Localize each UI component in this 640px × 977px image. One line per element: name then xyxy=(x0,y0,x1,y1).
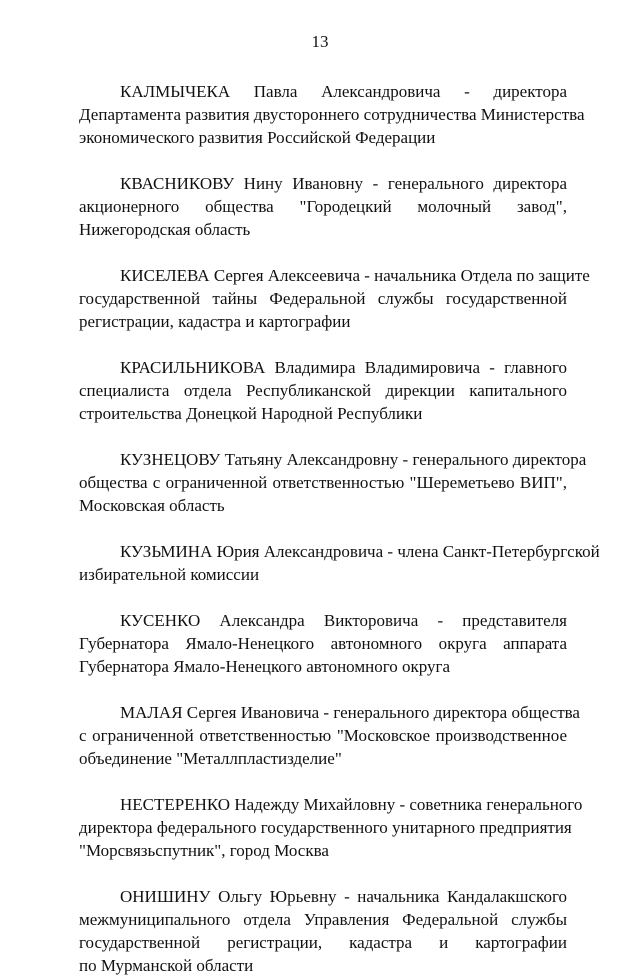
entry-first-line: КВАСНИКОВУ Нину Ивановну - генерального директора xyxy=(120,174,567,193)
entry-line: с ограниченной ответственностью "Московское производственное xyxy=(79,726,567,745)
list-entry xyxy=(79,356,567,425)
entry-line: Губернатора Ямало-Ненецкого автономного округа xyxy=(79,657,451,676)
list-entry xyxy=(79,172,567,241)
entry-line: государственной тайны Федеральной службы государственной xyxy=(79,289,567,308)
entry-first-line: НЕСТЕРЕНКО Надежду Михайловну - советника генерального xyxy=(120,795,583,814)
list-entry xyxy=(79,540,600,586)
entry-first-line: КАЛМЫЧЕКА Павла Александровича - директора xyxy=(120,82,567,101)
entry-line: государственной регистрации, кадастра и картографии xyxy=(79,933,567,952)
entry-line: регистрации, кадастра и картографии xyxy=(79,312,351,331)
list-entry xyxy=(79,885,567,977)
entry-line: объединение "Металлпластизделие" xyxy=(79,749,342,768)
entry-first-line: КИСЕЛЕВА Сергея Алексеевича - начальника Отдела по защите xyxy=(120,266,590,285)
list-entry xyxy=(79,609,567,678)
list-entry xyxy=(79,793,583,862)
entry-line: избирательной комиссии xyxy=(79,565,260,584)
entry-first-line: КУЗЬМИНА Юрия Александровича - члена Санкт-Петербургской xyxy=(120,542,600,561)
list-entry xyxy=(79,701,580,770)
entry-line: "Морсвязьспутник", город Москва xyxy=(79,841,329,860)
entry-first-line: КУЗНЕЦОВУ Татьяну Александровну - генерального директора xyxy=(120,450,587,469)
entry-line: общества с ограниченной ответственностью "Шереметьево ВИП", xyxy=(79,473,567,492)
page-number: 13 xyxy=(311,32,329,51)
entry-first-line: МАЛАЯ Сергея Ивановича - генерального директора общества xyxy=(120,703,580,722)
entry-line: экономического развития Российской Федерации xyxy=(79,128,436,147)
entry-first-line: КРАСИЛЬНИКОВА Владимира Владимировича - главного xyxy=(120,358,567,377)
entry-line: Департамента развития двустороннего сотрудничества Министерства xyxy=(79,105,585,124)
award-list xyxy=(79,80,600,977)
entry-line: специалиста отдела Республиканской дирекции капитального xyxy=(79,381,567,400)
entry-first-line: КУСЕНКО Александра Викторовича - представителя xyxy=(120,611,567,630)
entry-first-line: ОНИШИНУ Ольгу Юрьевну - начальника Кандалакшского xyxy=(120,887,567,906)
list-entry xyxy=(79,264,590,333)
entry-line: Московская область xyxy=(79,496,225,515)
entry-line: директора федерального государственного унитарного предприятия xyxy=(79,818,572,837)
entry-line: по Мурманской области xyxy=(79,956,254,975)
entry-line: межмуниципального отдела Управления Федеральной службы xyxy=(79,910,567,929)
list-entry xyxy=(79,80,585,149)
list-entry xyxy=(79,448,587,517)
entry-line: Нижегородская область xyxy=(79,220,251,239)
entry-line: строительства Донецкой Народной Республики xyxy=(79,404,423,423)
entry-line: Губернатора Ямало-Ненецкого автономного округа аппарата xyxy=(79,634,567,653)
entry-line: акционерного общества "Городецкий молочный завод", xyxy=(79,197,567,216)
